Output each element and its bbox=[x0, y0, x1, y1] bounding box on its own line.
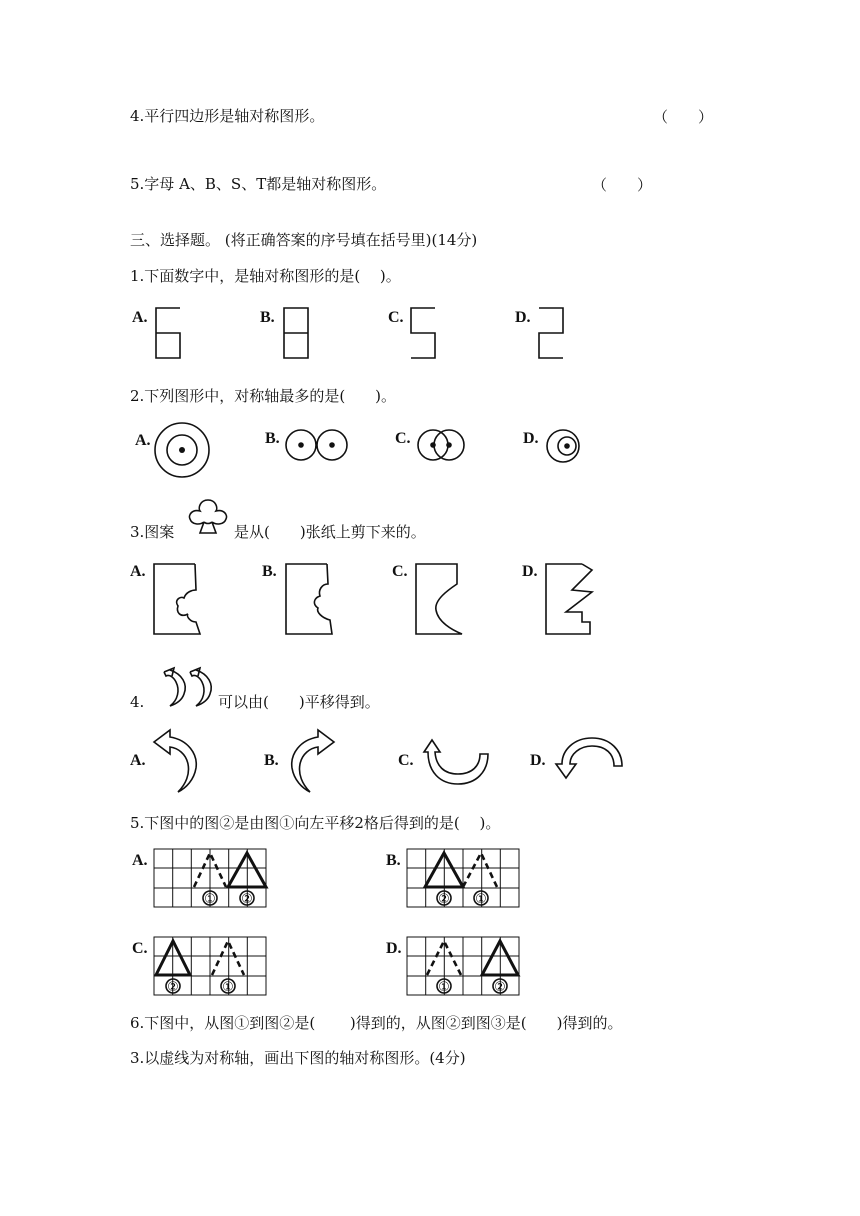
drawing-question-text: 3.以虚线为对称轴，画出下图的轴对称图形。(4分) bbox=[130, 1049, 466, 1067]
q3-option-d-label: D. bbox=[522, 563, 538, 580]
q5c-label-two: ② bbox=[167, 980, 179, 995]
q1-digit-eight-figure bbox=[278, 304, 318, 364]
q5-option-d-grid-figure bbox=[407, 937, 523, 1001]
q5-option-d-label: D. bbox=[386, 940, 402, 957]
q2-concentric-circles-figure bbox=[152, 420, 212, 480]
q2-option-b-label: B. bbox=[265, 430, 280, 447]
q5c-label-one: ① bbox=[222, 980, 234, 995]
q5-option-a-grid-figure bbox=[154, 849, 270, 913]
q5d-label-two: ② bbox=[494, 980, 506, 995]
q1-option-b-label: B. bbox=[260, 309, 275, 326]
choice-q3-prefix: 3.图案 bbox=[130, 523, 175, 541]
judge-q4-text: 4.平行四边形是轴对称图形。 bbox=[130, 107, 325, 125]
q4-option-a-arrow-figure bbox=[150, 728, 210, 798]
q5b-label-two: ② bbox=[438, 892, 450, 907]
choice-q4-suffix: 可以由( )平移得到。 bbox=[218, 693, 380, 711]
q3-option-c-paper-figure bbox=[412, 560, 472, 640]
section-3-title: 三、选择题。 (将正确答案的序号填在括号里)(14分) bbox=[130, 231, 478, 249]
q3-option-c-label: C. bbox=[392, 563, 408, 580]
judge-q5-text: 5.字母 A、B、S、T都是轴对称图形。 bbox=[130, 175, 387, 193]
q5-option-b-label: B. bbox=[386, 852, 401, 869]
q5a-label-one: ① bbox=[204, 892, 216, 907]
choice-q6-text: 6.下图中，从图①到图②是( )得到的，从图②到图③是( )得到的。 bbox=[130, 1014, 623, 1032]
q4-option-c-label: C. bbox=[398, 752, 414, 769]
q5d-label-one: ① bbox=[438, 980, 450, 995]
choice-q5-text: 5.下图中的图②是由图①向左平移2格后得到的是( )。 bbox=[130, 814, 501, 832]
q3-option-b-label: B. bbox=[262, 563, 277, 580]
choice-q4-prefix: 4. bbox=[130, 693, 145, 711]
choice-q2-text: 2.下列图形中，对称轴最多的是( )。 bbox=[130, 387, 397, 405]
q4-option-d-arrow-figure bbox=[552, 736, 632, 796]
q1-digit-five-figure bbox=[405, 304, 445, 364]
q1-digit-six-figure bbox=[150, 304, 190, 364]
q2-option-a-label: A. bbox=[135, 432, 151, 449]
q5-option-b-grid-figure bbox=[407, 849, 523, 913]
q4-double-arrow-pattern-icon bbox=[156, 664, 220, 714]
q3-clover-pattern-icon bbox=[186, 497, 230, 541]
q4-option-d-label: D. bbox=[530, 752, 546, 769]
choice-q1-text: 1.下面数字中，是轴对称图形的是( )。 bbox=[130, 267, 401, 285]
q1-digit-two-figure bbox=[533, 304, 573, 364]
q1-option-d-label: D. bbox=[515, 309, 531, 326]
q2-overlapping-circles-figure bbox=[415, 428, 471, 468]
q5a-label-two: ② bbox=[241, 892, 253, 907]
q2-option-d-label: D. bbox=[523, 430, 539, 447]
q3-option-b-paper-figure bbox=[282, 560, 342, 640]
q4-option-b-arrow-figure bbox=[284, 728, 344, 798]
q5-option-a-label: A. bbox=[132, 852, 148, 869]
q3-option-d-paper-figure bbox=[542, 560, 602, 640]
judge-q5-answer-blank[interactable]: （ ） bbox=[592, 176, 653, 194]
q1-option-a-label: A. bbox=[132, 309, 148, 326]
q3-option-a-paper-figure bbox=[150, 560, 210, 640]
q4-option-b-label: B. bbox=[264, 752, 279, 769]
q4-option-c-arrow-figure bbox=[418, 736, 498, 796]
q5-option-c-label: C. bbox=[132, 940, 148, 957]
choice-q3-suffix: 是从( )张纸上剪下来的。 bbox=[234, 523, 426, 541]
q2-two-separate-circles-figure bbox=[285, 428, 349, 468]
q4-option-a-label: A. bbox=[130, 752, 146, 769]
q5b-label-one: ① bbox=[475, 892, 487, 907]
q2-offset-circles-figure bbox=[545, 428, 585, 468]
q5-option-c-grid-figure bbox=[154, 937, 270, 1001]
q1-option-c-label: C. bbox=[388, 309, 404, 326]
q2-option-c-label: C. bbox=[395, 430, 411, 447]
q3-option-a-label: A. bbox=[130, 563, 146, 580]
judge-q4-answer-blank[interactable]: （ ） bbox=[653, 108, 714, 126]
